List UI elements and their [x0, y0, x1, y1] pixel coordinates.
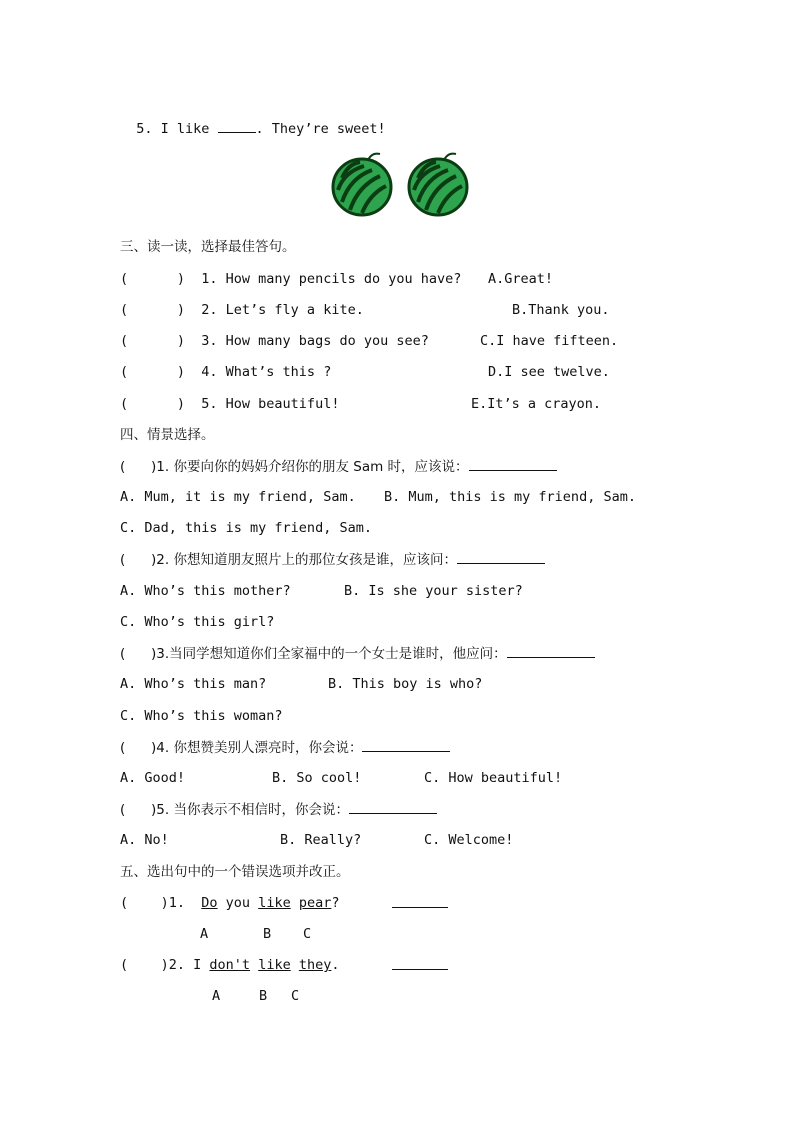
- sec4-q1-text: ( )1. 你要向你的妈妈介绍你的朋友 Sam 时，应该说：: [120, 459, 469, 475]
- sec4-q4-text: ( )4. 你想赞美别人漂亮时，你会说：: [120, 740, 363, 756]
- sec5-q1-label-c: C: [303, 926, 312, 942]
- sec5-q1-option-a-word: Do: [201, 895, 218, 911]
- sec5-q2-space: [250, 957, 258, 973]
- section-5-title: 五、选出句中的一个错误选项并改正。: [120, 864, 350, 880]
- answer-blank[interactable]: [457, 551, 545, 564]
- sec4-q2-text: ( )2. 你想知道朋友照片上的那位女孩是谁，应该问：: [120, 552, 457, 568]
- sec4-q3-option-c: C. Who’s this woman?: [120, 708, 283, 724]
- sec3-question-1: ( ) 1. How many pencils do you have?: [120, 271, 462, 287]
- sec4-q3-option-b: B. This boy is who?: [328, 676, 483, 692]
- sec5-q1-option-c-word: pear: [298, 895, 332, 911]
- sec3-answer-e: E.It’s a crayon.: [471, 396, 602, 412]
- sec4-q1-option-a: A. Mum, it is my friend, Sam.: [120, 489, 356, 505]
- answer-blank[interactable]: [218, 120, 256, 133]
- section-4-title: 四、情景选择。: [120, 427, 215, 443]
- answer-blank[interactable]: [392, 895, 448, 908]
- sec3-question-4: ( ) 4. What’s this ?: [120, 364, 332, 380]
- sec4-q1-option-c: C. Dad, this is my friend, Sam.: [120, 520, 372, 536]
- sec4-question-1: [120, 458, 557, 475]
- sec5-q2-label-b: B: [259, 988, 268, 1004]
- q5-suffix: . They’re sweet!: [255, 121, 386, 137]
- sec3-answer-a: A.Great!: [488, 271, 554, 287]
- answer-blank[interactable]: [392, 957, 448, 970]
- sec3-question-5: ( ) 5. How beautiful!: [120, 396, 340, 412]
- sec5-q2-option-a-word: don't: [209, 957, 251, 973]
- q5-prefix: 5. I like: [136, 121, 218, 137]
- watermelon-icon: [333, 154, 391, 215]
- sec4-q2-option-c: C. Who’s this girl?: [120, 614, 275, 630]
- sec4-question-3: [120, 645, 595, 662]
- sec4-question-2: [120, 551, 545, 568]
- sec5-q1-option-b-word: like: [258, 895, 291, 911]
- sec5-q1-text: you: [217, 895, 259, 911]
- sec5-question-2: [120, 957, 340, 973]
- sec5-q2-option-b-word: like: [258, 957, 291, 973]
- sec4-question-4: [120, 739, 450, 756]
- sec4-q4-option-c: C. How beautiful!: [424, 770, 563, 786]
- sec4-q5-option-c: C. Welcome!: [424, 832, 514, 848]
- sec5-q2-blank[interactable]: [392, 957, 448, 974]
- sec4-q5-text: ( )5. 当你表示不相信时，你会说：: [120, 802, 349, 818]
- sec4-q4-option-b: B. So cool!: [272, 770, 362, 786]
- sec4-q4-option-a: A. Good!: [120, 770, 186, 786]
- sec4-q5-option-b: B. Really?: [280, 832, 362, 848]
- sec3-answer-b: B.Thank you.: [512, 302, 610, 318]
- sec4-q3-option-a: A. Who’s this man?: [120, 676, 267, 692]
- answer-blank[interactable]: [362, 739, 450, 752]
- sec5-q2-label-c: C: [291, 988, 300, 1004]
- sec5-q2-space-2: [291, 957, 299, 973]
- answer-blank[interactable]: [469, 458, 557, 471]
- watermelon-image: [330, 150, 474, 220]
- sec4-q3-text: ( )3.当同学想知道你们全家福中的一个女士是谁时，他应问：: [120, 646, 507, 662]
- sec4-q1-option-b: B. Mum, this is my friend, Sam.: [384, 489, 636, 505]
- sec5-question-1: [120, 895, 340, 911]
- question-5: [120, 104, 386, 137]
- sec5-q1-label-a: A: [200, 926, 209, 942]
- sec3-answer-c: C.I have fifteen.: [480, 333, 619, 349]
- sec5-q1-space: [291, 895, 299, 911]
- section-3-title: 三、读一读，选择最佳答句。: [120, 239, 296, 255]
- answer-blank[interactable]: [349, 801, 437, 814]
- sec3-question-2: ( ) 2. Let’s fly a kite.: [120, 302, 364, 318]
- sec4-q5-option-a: A. No!: [120, 832, 169, 848]
- sec5-q1-prefix: ( )1.: [120, 895, 202, 911]
- sec5-q1-end: ?: [331, 895, 340, 911]
- sec5-q2-option-c-word: they: [298, 957, 332, 973]
- sec5-q2-label-a: A: [212, 988, 221, 1004]
- sec3-question-3: ( ) 3. How many bags do you see?: [120, 333, 429, 349]
- sec5-q2-prefix: ( )2. I: [120, 957, 210, 973]
- sec5-q1-blank[interactable]: [392, 895, 448, 912]
- sec5-q1-label-b: B: [263, 926, 272, 942]
- sec3-answer-d: D.I see twelve.: [488, 364, 610, 380]
- sec4-q2-option-a: A. Who’s this mother?: [120, 583, 291, 599]
- sec4-q2-option-b: B. Is she your sister?: [344, 583, 523, 599]
- sec5-q2-end: .: [331, 957, 340, 973]
- watermelon-icon: [409, 154, 467, 215]
- answer-blank[interactable]: [507, 645, 595, 658]
- sec4-question-5: [120, 801, 437, 818]
